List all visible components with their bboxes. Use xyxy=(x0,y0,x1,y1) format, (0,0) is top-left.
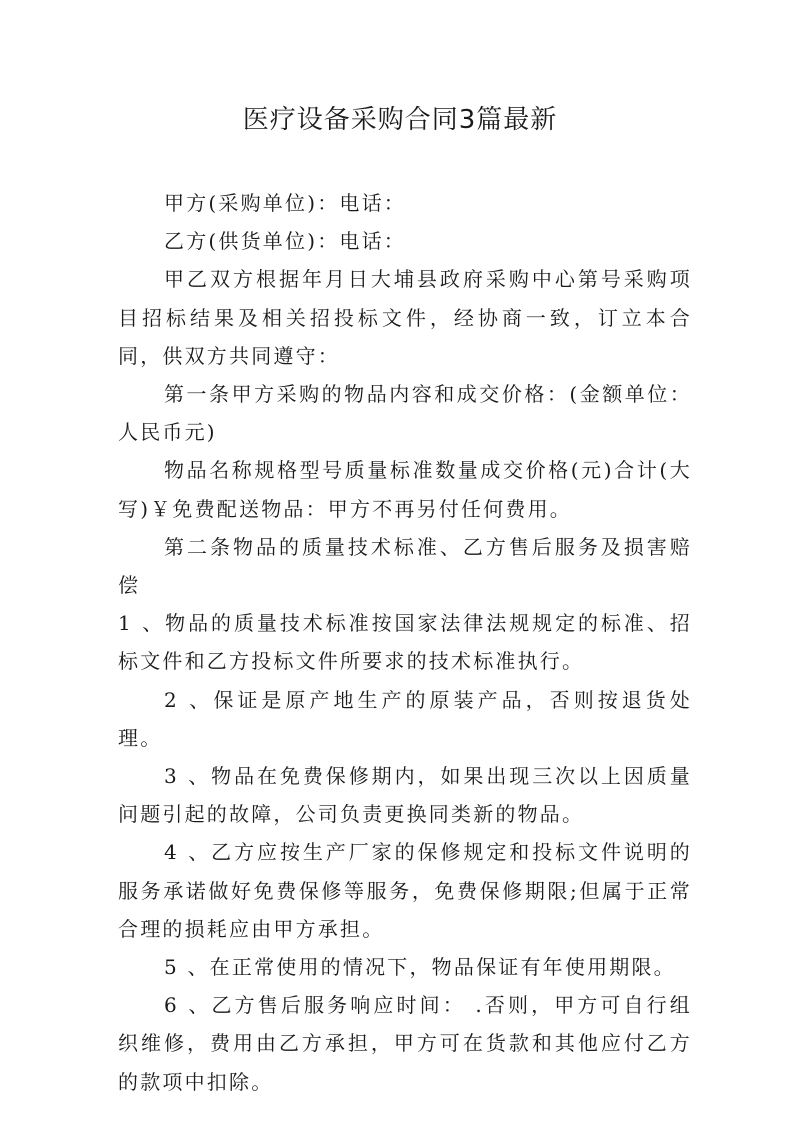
document-body xyxy=(118,184,692,1101)
party-a-line: 甲方(采购单位)：电话： xyxy=(164,191,407,215)
document-title: 医疗设备采购合同3篇最新 xyxy=(242,105,558,135)
clause-3: 3 、物品在免费保修期内，如果出现三次以上因质量问题引起的故障，公司负责更换同类新的物品。 xyxy=(118,764,692,827)
clause-5: 5 、在正常使用的情况下，物品保证有年使用期限。 xyxy=(164,955,676,980)
preamble-paragraph: 甲乙双方根据年月日大埔县政府采购中心第号采购项目招标结果及相关招投标文件，经协商一致，订立本合同，供双方共同遵守： xyxy=(118,267,692,368)
clause-1: 1 、物品的质量技术标准按国家法律法规规定的标准、招标文件和乙方投标文件所要求的技术标准执行。 xyxy=(118,611,692,674)
article-1-items: 物品名称规格型号质量标准数量成交价格(元)合计(大写)￥免费配送物品：甲方不再另付任何费用。 xyxy=(118,458,692,521)
article-1-heading: 第一条甲方采购的物品内容和成交价格：(金额单位：人民币元) xyxy=(118,382,692,445)
clause-6: 6 、乙方售后服务响应时间： .否则，甲方可自行组织维修，费用由乙方承担，甲方可在货款和其他应付乙方的款项中扣除。 xyxy=(118,993,692,1094)
clause-2: 2 、保证是原产地生产的原装产品，否则按退货处理。 xyxy=(118,687,692,750)
article-2-heading: 第二条物品的质量技术标准、乙方售后服务及损害赔偿 xyxy=(118,534,692,598)
party-b-line: 乙方(供货单位)：电话： xyxy=(164,229,407,254)
clause-4: 4 、乙方应按生产厂家的保修规定和投标文件说明的服务承诺做好免费保修等服务，免费保修期限;但属于正常合理的损耗应由甲方承担。 xyxy=(118,840,692,941)
